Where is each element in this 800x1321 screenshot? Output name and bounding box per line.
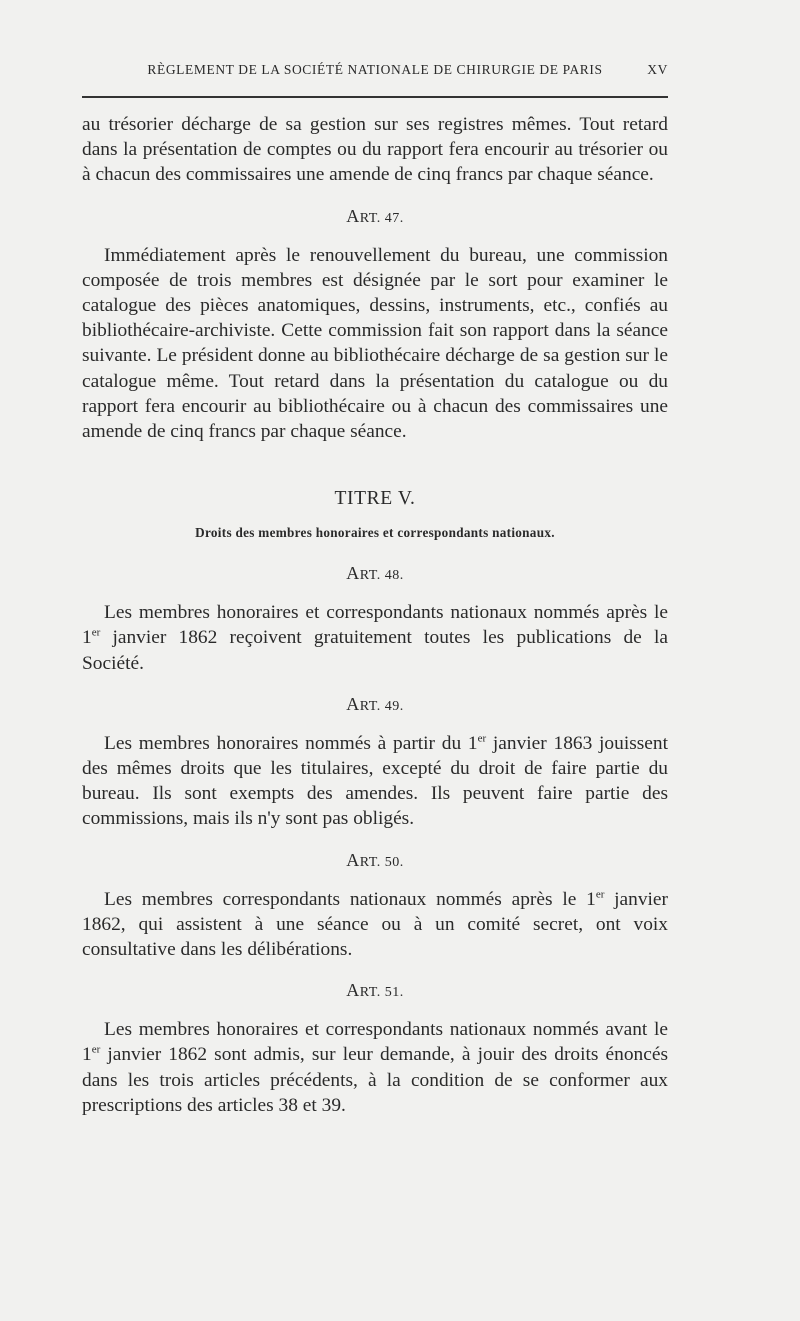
titre-heading: TITRE V.: [334, 488, 416, 510]
article-51-text: Les membres honoraires et correspondants nationaux nommés avant le 1er janvier 1862 sont admis, sur leur demande, à jouir des droits énoncés dans les trois articles précédents, à la condition de se conformer aux prescriptions des articles 38 et 39.: [82, 1019, 668, 1116]
page-number: XV: [647, 62, 668, 77]
article-49-text: Les membres honoraires nommés à partir du 1er janvier 1863 jouissent des mêmes droits que les titulaires, excepté du droit de faire partie du bureau. Ils sont exempts des amendes. Ils peuvent faire partie des commissions, mais ils n'y sont pas obligés.: [82, 732, 668, 830]
article-48-text: Les membres honoraires et correspondants nationaux nommés après le 1er janvier 1862 reçoivent gratuitement toutes les publications de la Société.: [82, 602, 668, 674]
article-47-text: Immédiatement après le renouvellement du bureau, une commission composée de trois membres est désignée par le sort pour examiner le catalogue des pièces anatomiques, dessins, instruments, etc., confiés au bibliothécaire-archiviste. Cette commission fait son rapport dans la séance suivante. Le président donne au bibliothécaire décharge de sa gestion sur le catalogue même. Tout retard dans la présentation du catalogue ou du rapport fera encourir au bibliothécaire ou à chacun des commissaires une amende de cinq francs par chaque séance.: [82, 244, 668, 443]
titre-subtitle: Droits des membres honoraires et correspondants nationaux.: [195, 525, 555, 541]
article-49-heading: ART. 49.: [346, 693, 404, 714]
header-rule: [82, 96, 668, 98]
article-47-heading: ART. 47.: [346, 205, 404, 226]
article-51-heading: ART. 51.: [346, 980, 404, 1001]
article-50-heading: ART. 50.: [346, 849, 404, 870]
running-header: [82, 62, 668, 78]
article-48-heading: ART. 48.: [346, 563, 404, 584]
paragraph-continuation: au trésorier décharge de sa gestion sur ses registres mêmes. Tout retard dans la présentation de comptes ou du rapport fera encourir au trésorier ou à chacun des commissaires une amende de cinq francs par chaque séance.: [82, 114, 668, 186]
running-title: RÈGLEMENT DE LA SOCIÉTÉ NATIONALE DE CHIRURGIE DE PARIS: [147, 62, 603, 77]
article-50-text: Les membres correspondants nationaux nommés après le 1er janvier 1862, qui assistent à une séance ou à un comité secret, ont voix consultative dans les délibérations.: [82, 888, 668, 961]
body-text: [82, 112, 668, 1118]
